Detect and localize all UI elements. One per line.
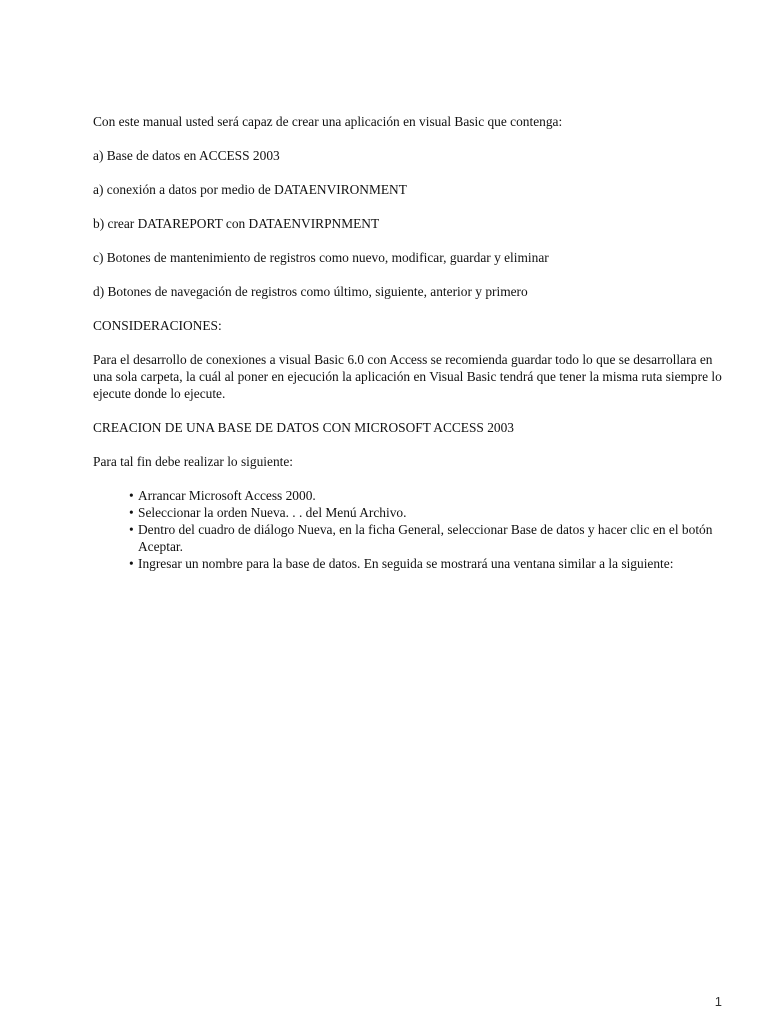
bullet-icon: •	[129, 488, 134, 503]
item-maintenance-buttons: c) Botones de mantenimiento de registros como nuevo, modificar, guardar y eliminar	[93, 250, 549, 265]
list-item	[129, 504, 733, 521]
bullet-icon: •	[129, 505, 134, 520]
bullet-icon: •	[129, 522, 134, 537]
list-item	[129, 487, 733, 504]
step-text: Dentro del cuadro de diálogo Nueva, en la ficha General, seleccionar Base de datos y hacer clic en el botón Aceptar.	[138, 522, 713, 554]
section-intro: Para tal fin debe realizar lo siguiente:	[93, 454, 294, 469]
document-body	[93, 113, 733, 572]
item-dataenvironment: a) conexión a datos por medio de DATAENVIRONMENT	[93, 182, 407, 197]
steps-list	[93, 487, 733, 572]
bullet-icon: •	[129, 556, 134, 571]
step-text: Ingresar un nombre para la base de datos. En seguida se mostrará una ventana similar a la siguiente:	[138, 556, 674, 571]
section-heading: CREACION DE UNA BASE DE DATOS CON MICROSOFT ACCESS 2003	[93, 420, 515, 435]
item-navigation-buttons: d) Botones de navegación de registros como último, siguiente, anterior y primero	[93, 284, 528, 299]
page-number: 1	[714, 994, 722, 1009]
list-item	[129, 555, 733, 572]
step-text: Seleccionar la orden Nueva. . . del Menú Archivo.	[138, 505, 407, 520]
step-text: Arrancar Microsoft Access 2000.	[138, 488, 316, 503]
item-access-database: a) Base de datos en ACCESS 2003	[93, 148, 280, 163]
considerations-heading: CONSIDERACIONES:	[93, 318, 222, 333]
item-datareport: b) crear DATAREPORT con DATAENVIRPNMENT	[93, 216, 380, 231]
list-item	[129, 521, 733, 555]
intro-paragraph: Con este manual usted será capaz de crear una aplicación en visual Basic que contenga:	[93, 114, 563, 129]
considerations-paragraph: Para el desarrollo de conexiones a visual Basic 6.0 con Access se recomienda guardar todo lo que se desarrollara en una sola carpeta, la cuál al poner en ejecución la aplicación en Visual Basic tendrá que tener la misma ruta siempre lo ejecute donde lo ejecute.	[93, 352, 722, 401]
